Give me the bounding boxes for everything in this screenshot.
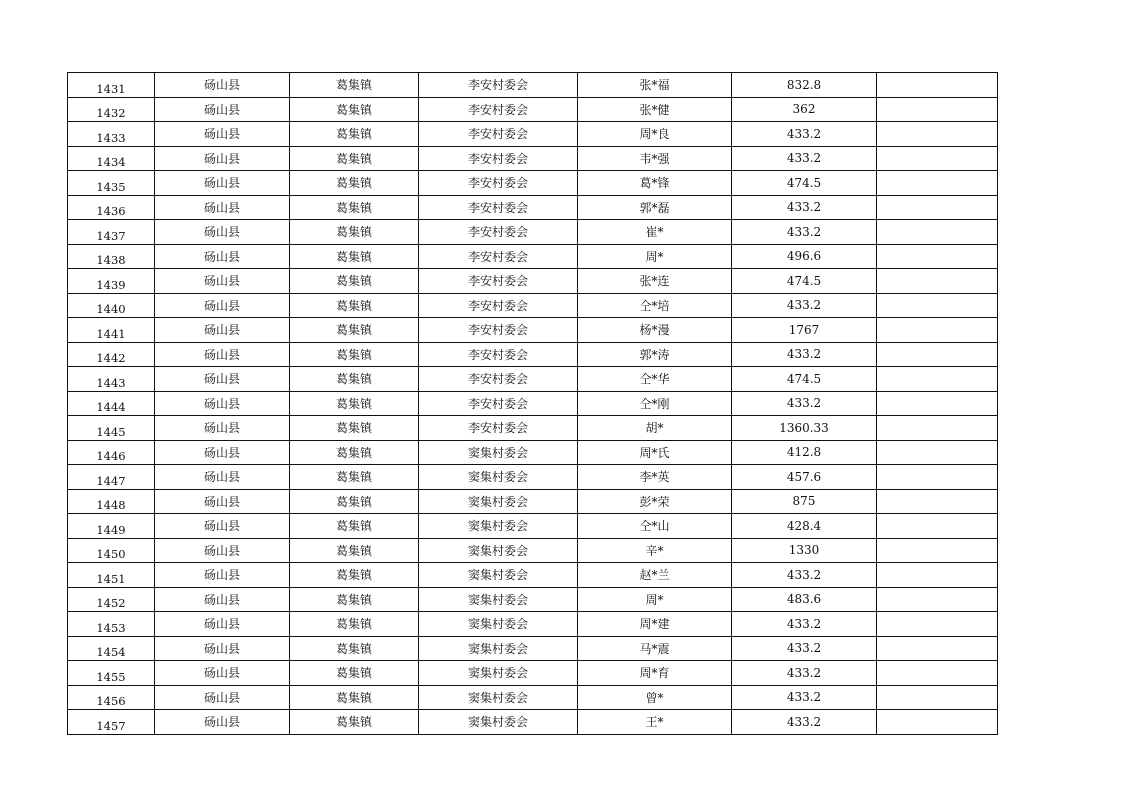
- amount-cell: 832.8: [732, 73, 877, 98]
- amount-cell: 433.2: [732, 685, 877, 710]
- county-cell: 砀山县: [155, 636, 290, 661]
- table-row: [68, 465, 998, 490]
- town-cell: 葛集镇: [290, 685, 419, 710]
- table-row: [68, 342, 998, 367]
- note-cell: [877, 269, 998, 294]
- row-number-cell: 1436: [68, 195, 155, 220]
- row-number-cell: 1437: [68, 220, 155, 245]
- village-cell: 李安村委会: [419, 367, 578, 392]
- row-number-cell: 1435: [68, 171, 155, 196]
- town-cell: 葛集镇: [290, 710, 419, 735]
- village-cell: 窦集村委会: [419, 587, 578, 612]
- name-cell: 崔*: [578, 220, 732, 245]
- name-cell: 葛*锋: [578, 171, 732, 196]
- row-number-cell: 1443: [68, 367, 155, 392]
- amount-cell: 433.2: [732, 122, 877, 147]
- name-cell: 马*震: [578, 636, 732, 661]
- table-row: [68, 73, 998, 98]
- table-row: [68, 195, 998, 220]
- name-cell: 仝*山: [578, 514, 732, 539]
- name-cell: 李*英: [578, 465, 732, 490]
- table-row: [68, 685, 998, 710]
- name-cell: 仝*刚: [578, 391, 732, 416]
- row-number-cell: 1446: [68, 440, 155, 465]
- note-cell: [877, 171, 998, 196]
- amount-cell: 474.5: [732, 171, 877, 196]
- town-cell: 葛集镇: [290, 318, 419, 343]
- county-cell: 砀山县: [155, 220, 290, 245]
- town-cell: 葛集镇: [290, 122, 419, 147]
- county-cell: 砀山县: [155, 612, 290, 637]
- village-cell: 窦集村委会: [419, 563, 578, 588]
- table-row: [68, 171, 998, 196]
- row-number-cell: 1450: [68, 538, 155, 563]
- village-cell: 李安村委会: [419, 269, 578, 294]
- town-cell: 葛集镇: [290, 146, 419, 171]
- note-cell: [877, 514, 998, 539]
- row-number-cell: 1439: [68, 269, 155, 294]
- table-row: [68, 710, 998, 735]
- county-cell: 砀山县: [155, 391, 290, 416]
- amount-cell: 433.2: [732, 195, 877, 220]
- name-cell: 周*氏: [578, 440, 732, 465]
- county-cell: 砀山县: [155, 661, 290, 686]
- name-cell: 周*: [578, 244, 732, 269]
- note-cell: [877, 538, 998, 563]
- amount-cell: 474.5: [732, 367, 877, 392]
- table-row: [68, 612, 998, 637]
- county-cell: 砀山县: [155, 538, 290, 563]
- village-cell: 李安村委会: [419, 220, 578, 245]
- amount-cell: 433.2: [732, 563, 877, 588]
- name-cell: 张*健: [578, 97, 732, 122]
- name-cell: 王*: [578, 710, 732, 735]
- note-cell: [877, 195, 998, 220]
- town-cell: 葛集镇: [290, 440, 419, 465]
- note-cell: [877, 293, 998, 318]
- amount-cell: 433.2: [732, 293, 877, 318]
- village-cell: 李安村委会: [419, 244, 578, 269]
- town-cell: 葛集镇: [290, 220, 419, 245]
- table-row: [68, 587, 998, 612]
- row-number-cell: 1451: [68, 563, 155, 588]
- name-cell: 曾*: [578, 685, 732, 710]
- row-number-cell: 1448: [68, 489, 155, 514]
- town-cell: 葛集镇: [290, 73, 419, 98]
- village-cell: 李安村委会: [419, 97, 578, 122]
- amount-cell: 457.6: [732, 465, 877, 490]
- town-cell: 葛集镇: [290, 636, 419, 661]
- village-cell: 窦集村委会: [419, 636, 578, 661]
- row-number-cell: 1449: [68, 514, 155, 539]
- note-cell: [877, 465, 998, 490]
- town-cell: 葛集镇: [290, 489, 419, 514]
- village-cell: 李安村委会: [419, 122, 578, 147]
- town-cell: 葛集镇: [290, 171, 419, 196]
- town-cell: 葛集镇: [290, 514, 419, 539]
- table-row: [68, 146, 998, 171]
- row-number-cell: 1452: [68, 587, 155, 612]
- amount-cell: 433.2: [732, 220, 877, 245]
- table-row: [68, 538, 998, 563]
- note-cell: [877, 710, 998, 735]
- name-cell: 仝*华: [578, 367, 732, 392]
- name-cell: 郭*磊: [578, 195, 732, 220]
- row-number-cell: 1432: [68, 97, 155, 122]
- county-cell: 砀山县: [155, 685, 290, 710]
- table-row: [68, 318, 998, 343]
- county-cell: 砀山县: [155, 146, 290, 171]
- amount-cell: 433.2: [732, 612, 877, 637]
- name-cell: 辛*: [578, 538, 732, 563]
- note-cell: [877, 367, 998, 392]
- town-cell: 葛集镇: [290, 342, 419, 367]
- name-cell: 彭*荣: [578, 489, 732, 514]
- table-row: [68, 416, 998, 441]
- amount-cell: 1330: [732, 538, 877, 563]
- amount-cell: 428.4: [732, 514, 877, 539]
- county-cell: 砀山县: [155, 465, 290, 490]
- row-number-cell: 1438: [68, 244, 155, 269]
- row-number-cell: 1455: [68, 661, 155, 686]
- town-cell: 葛集镇: [290, 97, 419, 122]
- county-cell: 砀山县: [155, 342, 290, 367]
- row-number-cell: 1454: [68, 636, 155, 661]
- amount-cell: 433.2: [732, 661, 877, 686]
- town-cell: 葛集镇: [290, 465, 419, 490]
- village-cell: 窦集村委会: [419, 489, 578, 514]
- county-cell: 砀山县: [155, 318, 290, 343]
- amount-cell: 875: [732, 489, 877, 514]
- table-body: [68, 73, 998, 735]
- village-cell: 窦集村委会: [419, 612, 578, 637]
- county-cell: 砀山县: [155, 440, 290, 465]
- row-number-cell: 1457: [68, 710, 155, 735]
- note-cell: [877, 661, 998, 686]
- note-cell: [877, 318, 998, 343]
- village-cell: 李安村委会: [419, 391, 578, 416]
- row-number-cell: 1456: [68, 685, 155, 710]
- county-cell: 砀山县: [155, 514, 290, 539]
- town-cell: 葛集镇: [290, 538, 419, 563]
- amount-cell: 362: [732, 97, 877, 122]
- amount-cell: 433.2: [732, 710, 877, 735]
- name-cell: 周*: [578, 587, 732, 612]
- table-row: [68, 97, 998, 122]
- name-cell: 仝*培: [578, 293, 732, 318]
- village-cell: 李安村委会: [419, 342, 578, 367]
- county-cell: 砀山县: [155, 563, 290, 588]
- note-cell: [877, 220, 998, 245]
- town-cell: 葛集镇: [290, 563, 419, 588]
- amount-cell: 433.2: [732, 391, 877, 416]
- row-number-cell: 1433: [68, 122, 155, 147]
- county-cell: 砀山县: [155, 244, 290, 269]
- note-cell: [877, 244, 998, 269]
- table-row: [68, 563, 998, 588]
- town-cell: 葛集镇: [290, 612, 419, 637]
- row-number-cell: 1442: [68, 342, 155, 367]
- row-number-cell: 1441: [68, 318, 155, 343]
- town-cell: 葛集镇: [290, 416, 419, 441]
- village-cell: 李安村委会: [419, 73, 578, 98]
- amount-cell: 433.2: [732, 146, 877, 171]
- amount-cell: 433.2: [732, 636, 877, 661]
- amount-cell: 433.2: [732, 342, 877, 367]
- village-cell: 窦集村委会: [419, 440, 578, 465]
- row-number-cell: 1453: [68, 612, 155, 637]
- village-cell: 李安村委会: [419, 318, 578, 343]
- row-number-cell: 1447: [68, 465, 155, 490]
- note-cell: [877, 440, 998, 465]
- town-cell: 葛集镇: [290, 661, 419, 686]
- table-row: [68, 122, 998, 147]
- table-row: [68, 440, 998, 465]
- village-cell: 李安村委会: [419, 195, 578, 220]
- table-row: [68, 220, 998, 245]
- village-cell: 窦集村委会: [419, 685, 578, 710]
- note-cell: [877, 391, 998, 416]
- table-row: [68, 244, 998, 269]
- amount-cell: 474.5: [732, 269, 877, 294]
- village-cell: 李安村委会: [419, 293, 578, 318]
- name-cell: 周*育: [578, 661, 732, 686]
- row-number-cell: 1440: [68, 293, 155, 318]
- county-cell: 砀山县: [155, 489, 290, 514]
- town-cell: 葛集镇: [290, 244, 419, 269]
- county-cell: 砀山县: [155, 73, 290, 98]
- amount-cell: 496.6: [732, 244, 877, 269]
- name-cell: 韦*强: [578, 146, 732, 171]
- village-cell: 窦集村委会: [419, 514, 578, 539]
- note-cell: [877, 587, 998, 612]
- county-cell: 砀山县: [155, 171, 290, 196]
- town-cell: 葛集镇: [290, 587, 419, 612]
- village-cell: 李安村委会: [419, 416, 578, 441]
- note-cell: [877, 73, 998, 98]
- table-row: [68, 367, 998, 392]
- table-row: [68, 293, 998, 318]
- county-cell: 砀山县: [155, 122, 290, 147]
- row-number-cell: 1445: [68, 416, 155, 441]
- county-cell: 砀山县: [155, 416, 290, 441]
- note-cell: [877, 97, 998, 122]
- note-cell: [877, 342, 998, 367]
- table-row: [68, 514, 998, 539]
- name-cell: 张*连: [578, 269, 732, 294]
- name-cell: 郭*涛: [578, 342, 732, 367]
- row-number-cell: 1434: [68, 146, 155, 171]
- name-cell: 周*建: [578, 612, 732, 637]
- county-cell: 砀山县: [155, 195, 290, 220]
- town-cell: 葛集镇: [290, 195, 419, 220]
- town-cell: 葛集镇: [290, 391, 419, 416]
- row-number-cell: 1444: [68, 391, 155, 416]
- town-cell: 葛集镇: [290, 293, 419, 318]
- note-cell: [877, 612, 998, 637]
- note-cell: [877, 146, 998, 171]
- village-cell: 李安村委会: [419, 171, 578, 196]
- note-cell: [877, 563, 998, 588]
- table-row: [68, 391, 998, 416]
- row-number-cell: 1431: [68, 73, 155, 98]
- village-cell: 窦集村委会: [419, 661, 578, 686]
- table-row: [68, 636, 998, 661]
- note-cell: [877, 416, 998, 441]
- town-cell: 葛集镇: [290, 269, 419, 294]
- note-cell: [877, 122, 998, 147]
- amount-cell: 412.8: [732, 440, 877, 465]
- village-cell: 窦集村委会: [419, 465, 578, 490]
- county-cell: 砀山县: [155, 293, 290, 318]
- data-table: [67, 72, 998, 735]
- town-cell: 葛集镇: [290, 367, 419, 392]
- county-cell: 砀山县: [155, 367, 290, 392]
- county-cell: 砀山县: [155, 587, 290, 612]
- table-row: [68, 661, 998, 686]
- name-cell: 周*良: [578, 122, 732, 147]
- county-cell: 砀山县: [155, 97, 290, 122]
- county-cell: 砀山县: [155, 710, 290, 735]
- amount-cell: 1767: [732, 318, 877, 343]
- name-cell: 杨*漫: [578, 318, 732, 343]
- table-row: [68, 269, 998, 294]
- note-cell: [877, 489, 998, 514]
- table-row: [68, 489, 998, 514]
- village-cell: 窦集村委会: [419, 710, 578, 735]
- name-cell: 赵*兰: [578, 563, 732, 588]
- note-cell: [877, 636, 998, 661]
- name-cell: 张*福: [578, 73, 732, 98]
- note-cell: [877, 685, 998, 710]
- county-cell: 砀山县: [155, 269, 290, 294]
- amount-cell: 1360.33: [732, 416, 877, 441]
- name-cell: 胡*: [578, 416, 732, 441]
- village-cell: 李安村委会: [419, 146, 578, 171]
- village-cell: 窦集村委会: [419, 538, 578, 563]
- amount-cell: 483.6: [732, 587, 877, 612]
